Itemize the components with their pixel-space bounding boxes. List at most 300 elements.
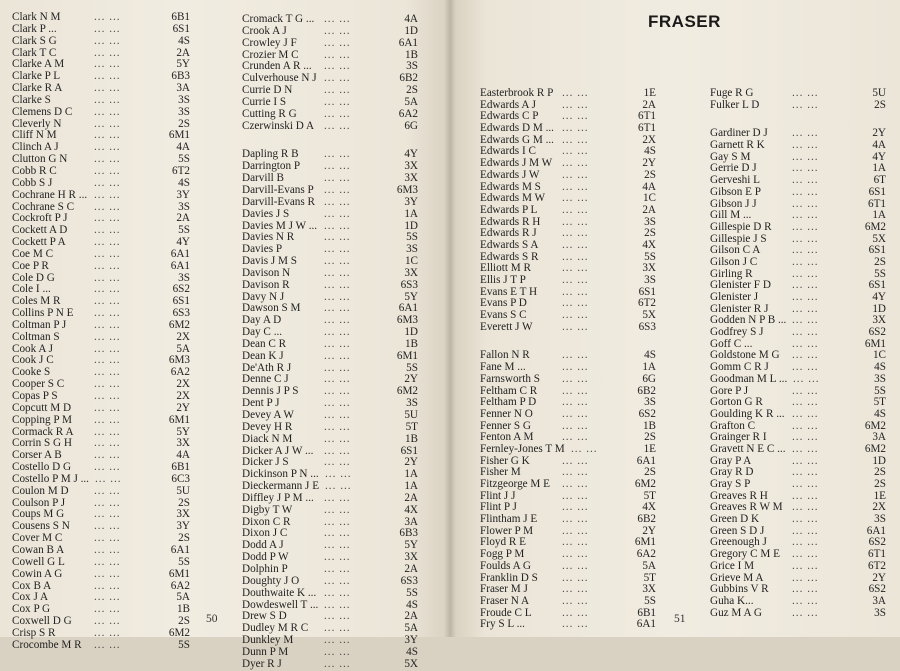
leader-dots: ... ... bbox=[562, 145, 589, 158]
entry-code: 4Y bbox=[872, 150, 886, 163]
entry-name: Edwards M S bbox=[480, 180, 541, 193]
entry-name: Edwards J W bbox=[480, 168, 540, 181]
entry-code: 3S bbox=[178, 105, 190, 118]
entry-code: 5A bbox=[176, 591, 190, 604]
directory-entry bbox=[480, 374, 656, 386]
entry-code: 3A bbox=[176, 82, 190, 95]
entry-group bbox=[480, 88, 656, 333]
leader-dots: ... ... bbox=[324, 622, 351, 635]
entry-name: Cliff N M bbox=[12, 129, 57, 142]
entry-code: 1A bbox=[404, 468, 418, 481]
entry-name: Goulding K R ... bbox=[710, 407, 785, 420]
entry-code: 2S bbox=[874, 98, 886, 111]
leader-dots: ... ... bbox=[792, 87, 819, 99]
directory-entry bbox=[12, 628, 190, 640]
entry-name: Denne C J bbox=[242, 373, 289, 386]
entry-name: Gillespie D R bbox=[710, 220, 772, 233]
leader-dots: ... ... bbox=[792, 127, 819, 140]
leader-dots: ... ... bbox=[324, 148, 351, 161]
directory-entry bbox=[12, 261, 190, 273]
entry-group bbox=[242, 149, 418, 670]
entry-name: Darrington P bbox=[242, 160, 301, 173]
entry-name: Digby T W bbox=[242, 503, 293, 516]
entry-code: 3X bbox=[404, 172, 418, 185]
entry-code: 1D bbox=[404, 326, 418, 339]
page-number-left: 50 bbox=[206, 613, 218, 625]
leader-dots: ... ... bbox=[792, 501, 819, 514]
leader-dots: ... ... bbox=[324, 172, 351, 185]
entry-code: 2S bbox=[178, 117, 190, 130]
leader-dots: ... ... bbox=[792, 267, 819, 280]
leader-dots: ... ... bbox=[324, 24, 351, 37]
leader-dots: ... ... bbox=[562, 478, 589, 490]
leader-dots: ... ... bbox=[94, 58, 121, 71]
leader-dots: ... ... bbox=[94, 461, 121, 474]
leader-dots: ... ... bbox=[792, 139, 819, 152]
entry-name: Grafton C bbox=[710, 419, 756, 432]
entry-code: 2A bbox=[176, 212, 190, 225]
entry-code: 3X bbox=[404, 551, 418, 564]
entry-name: Davison N bbox=[242, 266, 291, 279]
entry-name: Edwards A J bbox=[480, 98, 536, 111]
directory-entry bbox=[242, 351, 418, 363]
entry-name: Davies M J W ... bbox=[242, 219, 318, 232]
directory-entry bbox=[710, 608, 886, 620]
leader-dots: ... ... bbox=[94, 271, 121, 284]
entry-name: Dieckermann J E bbox=[242, 480, 320, 493]
entry-name: Darvill-Evans P bbox=[242, 183, 314, 196]
leader-dots: ... ... bbox=[792, 442, 819, 455]
entry-name: Feltham C R bbox=[480, 384, 538, 397]
entry-code: 2A bbox=[404, 562, 418, 575]
entry-name: Dudley M R C bbox=[242, 622, 309, 635]
leader-dots: ... ... bbox=[324, 527, 351, 540]
leader-dots: ... ... bbox=[792, 489, 819, 502]
directory-entry bbox=[710, 292, 886, 304]
entry-code: 2S bbox=[644, 227, 656, 240]
entry-code: 3X bbox=[404, 266, 418, 279]
entry-code: 6M1 bbox=[396, 349, 418, 362]
entry-code: 3S bbox=[874, 606, 886, 619]
leader-dots: ... ... bbox=[94, 283, 121, 296]
entry-name: Cockett P A bbox=[12, 236, 66, 249]
leader-dots: ... ... bbox=[792, 337, 819, 350]
leader-dots: ... ... bbox=[324, 361, 351, 374]
directory-entry bbox=[242, 588, 418, 600]
directory-entry bbox=[480, 240, 656, 252]
entry-code: 1D bbox=[872, 302, 886, 315]
leader-dots: ... ... bbox=[571, 442, 598, 455]
leader-dots: ... ... bbox=[562, 606, 589, 619]
directory-entry bbox=[12, 474, 190, 486]
entry-code: 5S bbox=[178, 224, 190, 237]
entry-code: 6A2 bbox=[170, 366, 190, 379]
entry-code: 2S bbox=[406, 84, 418, 97]
entry-code: 3X bbox=[176, 437, 190, 450]
entry-name: Gray P A bbox=[710, 454, 752, 467]
entry-code: 5S bbox=[178, 555, 190, 568]
column-left-1 bbox=[12, 12, 190, 652]
directory-entry bbox=[480, 561, 656, 573]
entry-code: 6A1 bbox=[636, 454, 656, 467]
entry-name: Grainger R I bbox=[710, 431, 767, 444]
entry-code: 2A bbox=[404, 610, 418, 623]
leader-dots: ... ... bbox=[94, 330, 121, 343]
entry-code: 1D bbox=[404, 24, 418, 37]
entry-code: 6M3 bbox=[396, 183, 418, 196]
directory-entry bbox=[242, 38, 418, 50]
entry-code: 1D bbox=[872, 454, 886, 467]
leader-dots: ... ... bbox=[562, 320, 589, 333]
entry-code: 6A1 bbox=[170, 259, 190, 272]
entry-code: 5S bbox=[178, 153, 190, 166]
directory-entry bbox=[242, 647, 418, 659]
leader-dots: ... ... bbox=[94, 567, 121, 580]
entry-name: Glenister J bbox=[710, 291, 759, 303]
entry-name: Clarke S bbox=[12, 93, 51, 106]
leader-dots: ... ... bbox=[562, 285, 589, 298]
leader-dots: ... ... bbox=[324, 160, 351, 173]
entry-name: Dodd P W bbox=[242, 551, 289, 564]
page-number-right: 51 bbox=[674, 613, 686, 625]
leader-dots: ... ... bbox=[562, 180, 589, 193]
leader-dots: ... ... bbox=[324, 385, 351, 398]
entry-name: Cobb R C bbox=[12, 164, 57, 177]
entry-code: 5S bbox=[406, 586, 418, 599]
entry-code: 6S1 bbox=[868, 185, 886, 198]
entry-name: Glenister R J bbox=[710, 302, 769, 315]
entry-name: Gillespie J S bbox=[710, 232, 767, 245]
directory-entry bbox=[242, 209, 418, 221]
entry-name: Green D K bbox=[710, 513, 760, 526]
leader-dots: ... ... bbox=[562, 431, 589, 444]
leader-dots: ... ... bbox=[324, 183, 351, 196]
entry-name: Gore P J bbox=[710, 384, 749, 397]
leader-dots: ... ... bbox=[324, 373, 351, 386]
entry-name: Gubbins V R bbox=[710, 583, 769, 596]
leader-dots: ... ... bbox=[324, 456, 351, 469]
leader-dots: ... ... bbox=[94, 22, 121, 35]
entry-code: 5U bbox=[404, 409, 418, 421]
directory-entry bbox=[12, 403, 190, 415]
leader-dots: ... ... bbox=[94, 224, 121, 237]
entry-name: Davies N R bbox=[242, 231, 295, 244]
entry-name: Cowell G L bbox=[12, 555, 65, 568]
entry-name: Goodman M L ... bbox=[710, 372, 788, 385]
entry-code: 4S bbox=[406, 598, 418, 611]
entry-code: 5A bbox=[404, 622, 418, 635]
entry-name: Dawson S M bbox=[242, 302, 301, 315]
entry-name: Clark P ... bbox=[12, 22, 57, 35]
entry-code: 1B bbox=[642, 419, 656, 432]
leader-dots: ... ... bbox=[562, 513, 589, 526]
leader-dots: ... ... bbox=[792, 197, 819, 210]
entry-code: 2S bbox=[644, 466, 656, 479]
leader-dots: ... ... bbox=[324, 219, 351, 232]
entry-name: Dowdeswell T ... bbox=[242, 598, 319, 611]
leader-dots: ... ... bbox=[562, 524, 589, 537]
directory-entry bbox=[242, 26, 418, 38]
entry-code: 1B bbox=[404, 48, 418, 61]
entry-name: Cox B A bbox=[12, 579, 52, 592]
entry-name: Edwards C P bbox=[480, 110, 539, 123]
entry-name: Fisher G K bbox=[480, 454, 530, 467]
leader-dots: ... ... bbox=[792, 162, 819, 175]
entry-name: Goldstone M G bbox=[710, 349, 780, 362]
entry-code: 3A bbox=[404, 515, 418, 528]
column-right-1 bbox=[480, 88, 656, 631]
leader-dots: ... ... bbox=[95, 472, 122, 485]
entry-code: 3Y bbox=[404, 634, 418, 647]
entry-code: 6S2 bbox=[172, 283, 190, 296]
leader-dots: ... ... bbox=[325, 480, 352, 493]
directory-entry bbox=[242, 493, 418, 505]
leader-dots: ... ... bbox=[562, 559, 589, 572]
entry-name: Coltman P J bbox=[12, 318, 67, 331]
entry-code: 2Y bbox=[872, 571, 886, 584]
entry-code: 6B1 bbox=[171, 11, 190, 23]
entry-name: Corrin S G H bbox=[12, 437, 72, 450]
entry-code: 6G bbox=[642, 372, 656, 385]
leader-dots: ... ... bbox=[94, 164, 121, 177]
leader-dots: ... ... bbox=[324, 278, 351, 291]
entry-code: 6S1 bbox=[868, 279, 886, 292]
leader-dots: ... ... bbox=[562, 407, 589, 420]
entry-code: 6A1 bbox=[866, 524, 886, 537]
entry-name: Gravett N E C ... bbox=[710, 442, 786, 455]
entry-name: Davis J M S bbox=[242, 255, 298, 268]
entry-code: 3A bbox=[872, 594, 886, 607]
entry-code: 4S bbox=[178, 34, 190, 47]
entry-code: 6M2 bbox=[864, 419, 886, 432]
entry-name: Cochrane H R ... bbox=[12, 188, 88, 201]
entry-name: Cole D G bbox=[12, 271, 55, 284]
entry-code: 2S bbox=[178, 496, 190, 509]
leader-dots: ... ... bbox=[792, 407, 819, 420]
directory-entry bbox=[480, 619, 656, 631]
leader-dots: ... ... bbox=[792, 98, 819, 111]
entry-group bbox=[12, 12, 190, 652]
entry-name: Coe P R bbox=[12, 259, 49, 272]
leader-dots: ... ... bbox=[324, 515, 351, 528]
entry-code: 6M2 bbox=[168, 318, 190, 331]
entry-name: Flint J J bbox=[480, 489, 516, 502]
entry-code: 5A bbox=[176, 342, 190, 355]
entry-name: Davy N J bbox=[242, 290, 285, 303]
entry-name: Girling R bbox=[710, 267, 753, 280]
entry-name: Coups M G bbox=[12, 508, 65, 521]
leader-dots: ... ... bbox=[94, 591, 121, 604]
entry-code: 6S3 bbox=[400, 574, 418, 587]
leader-dots: ... ... bbox=[562, 501, 589, 514]
entry-name: Fenner N O bbox=[480, 407, 533, 420]
entry-code: 2Y bbox=[872, 127, 886, 140]
entry-code: 5X bbox=[872, 232, 886, 245]
entry-name: Diack N M bbox=[242, 432, 293, 445]
entry-code: 5S bbox=[644, 250, 656, 263]
entry-name: Froude C L bbox=[480, 606, 532, 619]
entry-name: Fry S L ... bbox=[480, 618, 525, 631]
leader-dots: ... ... bbox=[324, 302, 351, 315]
entry-code: 6A2 bbox=[170, 579, 190, 592]
leader-dots: ... ... bbox=[562, 215, 589, 228]
entry-name: Dapling R B bbox=[242, 148, 299, 161]
entry-code: 5Y bbox=[176, 58, 190, 71]
leader-dots: ... ... bbox=[562, 594, 589, 607]
entry-code: 5U bbox=[176, 484, 190, 497]
leader-dots: ... ... bbox=[94, 295, 121, 308]
leader-dots: ... ... bbox=[324, 634, 351, 647]
directory-entry bbox=[480, 409, 656, 421]
entry-name: Clarke A M bbox=[12, 58, 65, 71]
directory-entry bbox=[480, 275, 656, 287]
leader-dots: ... ... bbox=[94, 401, 121, 414]
entry-code: 1E bbox=[643, 87, 656, 99]
entry-name: Evans E T H bbox=[480, 285, 538, 298]
entry-name: Corser A B bbox=[12, 449, 62, 462]
leader-dots: ... ... bbox=[562, 168, 589, 181]
entry-code: 6S2 bbox=[868, 536, 886, 549]
left-page bbox=[0, 0, 450, 670]
entry-name: Dickinson P N ... bbox=[242, 468, 319, 481]
entry-code: 2Y bbox=[176, 401, 190, 414]
directory-entry bbox=[12, 107, 190, 119]
leader-dots: ... ... bbox=[562, 618, 589, 631]
entry-name: Diffley J P M ... bbox=[242, 491, 314, 504]
entry-code: 2S bbox=[874, 255, 886, 268]
leader-dots: ... ... bbox=[324, 397, 351, 410]
directory-entry bbox=[12, 249, 190, 261]
leader-dots: ... ... bbox=[324, 266, 351, 279]
entry-code: 1B bbox=[404, 432, 418, 445]
entry-name: Davies P bbox=[242, 243, 283, 256]
leader-dots: ... ... bbox=[324, 657, 351, 670]
entry-name: Copas P S bbox=[12, 390, 58, 402]
entry-code: 2S bbox=[874, 478, 886, 490]
directory-entry bbox=[710, 100, 886, 112]
entry-code: 6M1 bbox=[168, 567, 190, 580]
directory-entry bbox=[480, 88, 656, 100]
directory-entry bbox=[480, 310, 656, 322]
directory-entry bbox=[480, 514, 656, 526]
entry-name: Gray R D bbox=[710, 466, 754, 479]
entry-code: 3S bbox=[406, 243, 418, 256]
entry-code: 6B1 bbox=[171, 461, 190, 474]
entry-code: 6A1 bbox=[398, 36, 418, 49]
leader-dots: ... ... bbox=[792, 279, 819, 292]
entry-code: 6B3 bbox=[399, 527, 418, 540]
leader-dots: ... ... bbox=[562, 262, 589, 275]
entry-name: Clark N M bbox=[12, 11, 61, 23]
entry-name: Garnett R K bbox=[710, 139, 765, 152]
leader-dots: ... ... bbox=[94, 366, 121, 379]
leader-dots: ... ... bbox=[94, 212, 121, 225]
entry-name: Edwards S R bbox=[480, 250, 539, 263]
leader-dots: ... ... bbox=[94, 532, 121, 545]
leader-dots: ... ... bbox=[94, 579, 121, 592]
entry-code: 2S bbox=[178, 615, 190, 628]
leader-dots: ... ... bbox=[792, 255, 819, 268]
entry-name: Edwards S A bbox=[480, 238, 539, 251]
entry-name: Fenner S G bbox=[480, 419, 531, 432]
leader-dots: ... ... bbox=[792, 361, 819, 374]
entry-code: 6T1 bbox=[867, 197, 886, 210]
leader-dots: ... ... bbox=[94, 378, 121, 391]
entry-code: 6B3 bbox=[171, 70, 190, 83]
entry-code: 6M3 bbox=[168, 354, 190, 367]
entry-code: 3S bbox=[644, 215, 656, 228]
entry-name: Cousens S N bbox=[12, 520, 70, 533]
leader-dots: ... ... bbox=[324, 84, 351, 97]
entry-code: 4A bbox=[872, 139, 886, 152]
leader-dots: ... ... bbox=[94, 484, 121, 497]
entry-code: 6T1 bbox=[867, 548, 886, 561]
leader-dots: ... ... bbox=[562, 536, 589, 549]
entry-name: Clinch A J bbox=[12, 141, 59, 154]
entry-code: 6A2 bbox=[636, 548, 656, 561]
leader-dots: ... ... bbox=[792, 513, 819, 526]
entry-name: Greaves R H bbox=[710, 489, 768, 502]
column-right-2 bbox=[710, 88, 886, 619]
entry-code: 1E bbox=[643, 442, 656, 455]
leader-dots: ... ... bbox=[94, 188, 121, 201]
directory-entry bbox=[242, 197, 418, 209]
entry-name: Coe M C bbox=[12, 247, 54, 260]
leader-dots: ... ... bbox=[94, 82, 121, 95]
entry-code: 1B bbox=[404, 337, 418, 350]
directory-entry bbox=[12, 36, 190, 48]
directory-entry bbox=[242, 97, 418, 109]
directory-entry bbox=[12, 332, 190, 344]
leader-dots: ... ... bbox=[324, 314, 351, 327]
directory-entry bbox=[710, 257, 886, 269]
entry-name: Day A D bbox=[242, 314, 282, 327]
entry-name: Dean C R bbox=[242, 337, 287, 350]
entry-code: 3X bbox=[404, 160, 418, 173]
entry-name: Fraser N A bbox=[480, 594, 530, 607]
entry-name: Dodd A J bbox=[242, 539, 284, 552]
entry-group bbox=[480, 350, 656, 631]
leader-dots: ... ... bbox=[324, 409, 351, 421]
entry-name: Cleverly N bbox=[12, 117, 62, 130]
leader-dots: ... ... bbox=[792, 244, 819, 257]
leader-dots: ... ... bbox=[94, 153, 121, 166]
leader-dots: ... ... bbox=[94, 425, 121, 438]
entry-code: 6B2 bbox=[637, 513, 656, 526]
entry-name: Costello D G bbox=[12, 461, 72, 474]
entry-code: 6S3 bbox=[400, 278, 418, 291]
leader-dots: ... ... bbox=[562, 274, 589, 286]
leader-dots: ... ... bbox=[94, 413, 121, 426]
entry-code: 6T1 bbox=[637, 110, 656, 123]
leader-dots: ... ... bbox=[324, 491, 351, 504]
entry-name: Copcutt M D bbox=[12, 401, 72, 414]
entry-code: 2S bbox=[644, 431, 656, 444]
directory-entry bbox=[710, 374, 886, 386]
entry-code: 4Y bbox=[176, 236, 190, 249]
leader-dots: ... ... bbox=[562, 571, 589, 584]
entry-name: Crunden A R ... bbox=[242, 60, 312, 73]
entry-group bbox=[710, 128, 886, 619]
leader-dots: ... ... bbox=[792, 594, 819, 607]
entry-name: Doughty J O bbox=[242, 574, 300, 587]
leader-dots: ... ... bbox=[792, 291, 819, 303]
entry-name: Gerveshi L bbox=[710, 174, 761, 187]
leader-dots: ... ... bbox=[94, 496, 121, 509]
entry-code: 2Y bbox=[404, 373, 418, 386]
entry-code: 6B1 bbox=[637, 606, 656, 619]
entry-name: Cover M C bbox=[12, 532, 63, 545]
